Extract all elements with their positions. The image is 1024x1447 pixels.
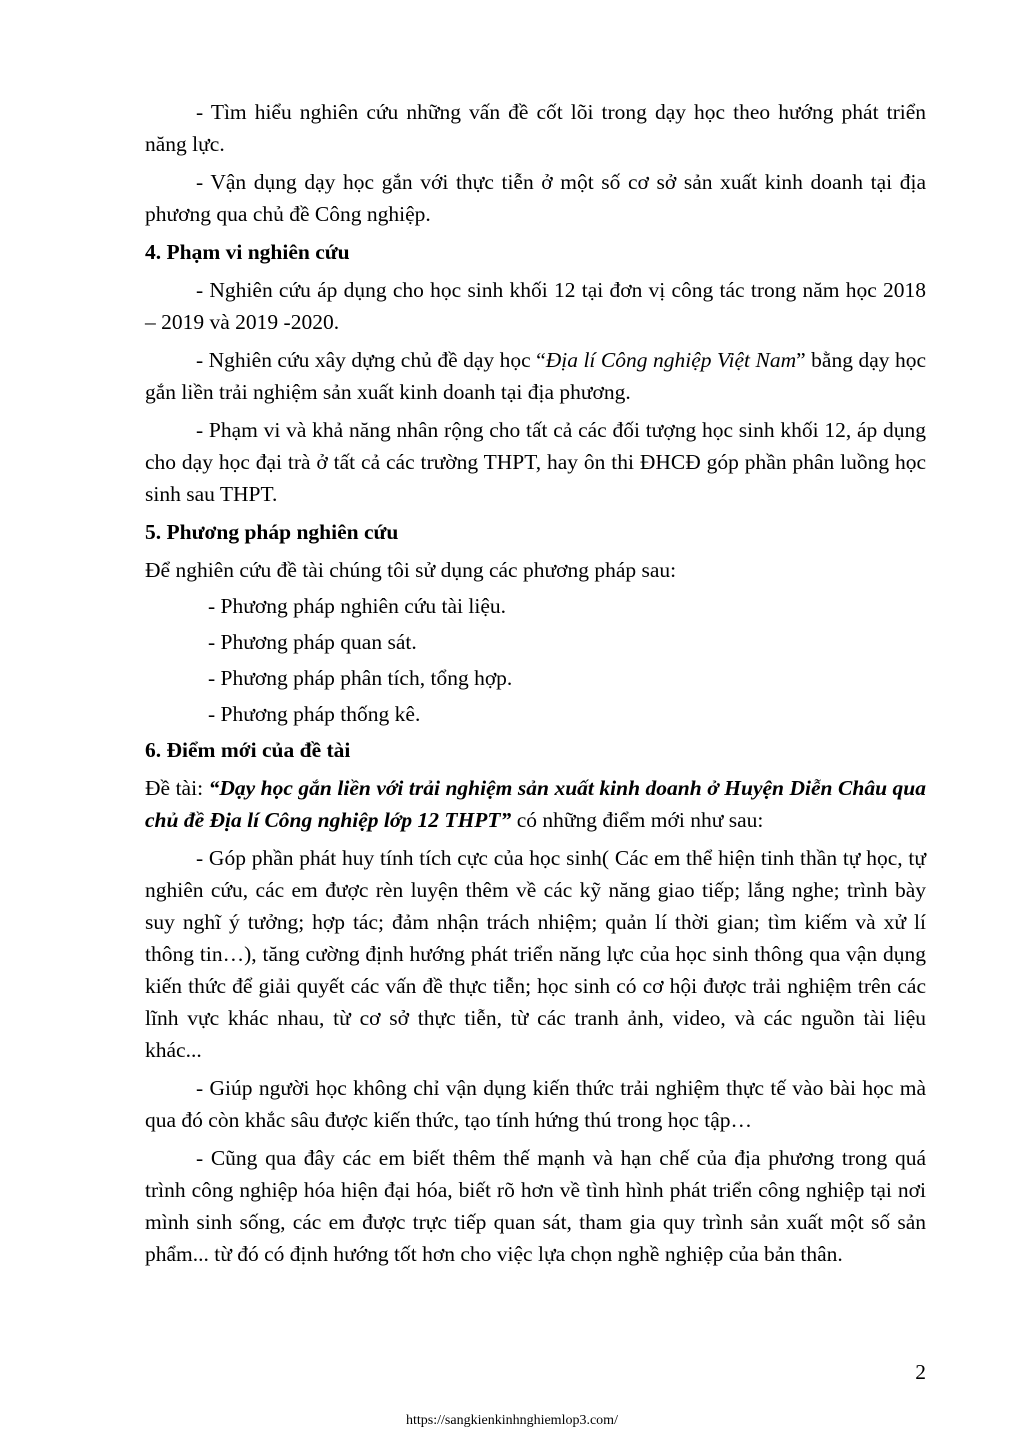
paragraph-novelty-career: - Cũng qua đây các em biết thêm thế mạnh và hạn chế của địa phương trong quá trình công nghiệp hóa hiện đại hóa, biết rõ hơn về tình hình phát triển công nghiệp tại nơi mình sinh sống, các em được trực tiếp quan sát, tham gia quy trình sản xuất một số sản phẩm... từ đó có định hướng tốt hơn cho việc lựa chọn nghề nghiệp của bản thân. (145, 1146, 926, 1266)
paragraph-novelty-intro (145, 772, 926, 836)
method-item-statistics: - Phương pháp thống kê. (208, 702, 421, 726)
paragraph-novelty-learning: - Giúp người học không chỉ vận dụng kiến thức trải nghiệm thực tế vào bài học mà qua đó còn khắc sâu được kiến thức, tạo tính hứng thú trong học tập… (145, 1076, 926, 1132)
paragraph-scope-students: - Nghiên cứu áp dụng cho học sinh khối 12 tại đơn vị công tác trong năm học 2018 – 2019 và 2019 -2020. (145, 278, 926, 334)
novelty-intro-start: Đề tài: (145, 776, 209, 800)
paragraph-scope-topic-end: ” bằng dạy học gắn liền trải nghiệm sản xuất kinh doanh tại địa phương. (145, 348, 927, 404)
paragraph-scope-topic-start: - Nghiên cứu xây dựng chủ đề dạy học “ (196, 348, 546, 372)
section-heading-methods: 5. Phương pháp nghiên cứu (145, 520, 399, 544)
paragraph-research-core: - Tìm hiểu nghiên cứu những vấn đề cốt lõi trong dạy học theo hướng phát triển năng lực. (145, 100, 926, 156)
paragraph-methods-intro: Để nghiên cứu đề tài chúng tôi sử dụng các phương pháp sau: (145, 558, 677, 582)
page-number: 2 (915, 1360, 926, 1384)
paragraph-apply-practice: - Vận dụng dạy học gắn với thực tiễn ở một số cơ sở sản xuất kinh doanh tại địa phương qua chủ đề Công nghiệp. (145, 170, 926, 226)
paragraph-scope-topic (145, 344, 926, 408)
paragraph-scope-replication: - Phạm vi và khả năng nhân rộng cho tất cả các đối tượng học sinh khối 12, áp dụng cho dạy học đại trà ở tất cả các trường THPT, hay ôn thi ĐHCĐ góp phần phân luồng học sinh sau THPT. (145, 418, 926, 506)
research-title-bold-italic: “Dạy học gắn liền với trải nghiệm sản xuất kinh doanh ở Huyện Diễn Châu qua chủ đề Địa lí Công nghiệp lớp 12 THPT” (145, 776, 926, 832)
method-item-literature: - Phương pháp nghiên cứu tài liệu. (208, 594, 506, 618)
section-heading-scope: 4. Phạm vi nghiên cứu (145, 240, 350, 264)
method-item-analysis: - Phương pháp phân tích, tổng hợp. (208, 666, 513, 690)
section-heading-novelty: 6. Điểm mới của đề tài (145, 738, 351, 762)
footer-url: https://sangkienkinhnghiemlop3.com/ (406, 1413, 618, 1428)
topic-title-italic: Địa lí Công nghiệp Việt Nam (545, 348, 797, 372)
paragraph-novelty-activeness: - Góp phần phát huy tính tích cực của học sinh( Các em thể hiện tinh thần tự học, tự nghiên cứu, các em được rèn luyện thêm về các kỹ năng giao tiếp; lắng nghe; trình bày suy nghĩ ý tưởng; hợp tác; đảm nhận trách nhiệm; quản lí thời gian; tìm kiếm và xử lí thông tin…), tăng cường định hướng phát triển năng lực của học sinh thông qua vận dụng kiến thức để giải quyết các vấn đề thực tiễn; học sinh có cơ hội được trải nghiệm trên các lĩnh vực khác nhau, từ cơ sở thực tiễn, từ các tranh ảnh, video, và các nguồn tài liệu khác... (145, 846, 926, 1062)
novelty-intro-end: có những điểm mới như sau: (511, 808, 764, 832)
document-body (145, 96, 926, 1276)
method-item-observation: - Phương pháp quan sát. (208, 630, 417, 654)
